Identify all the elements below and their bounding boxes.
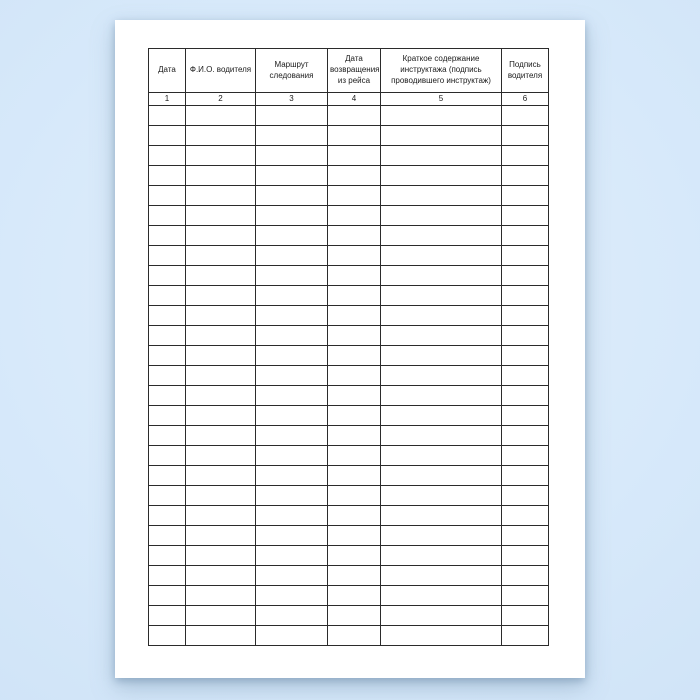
- empty-cell: [149, 166, 186, 186]
- empty-cell: [381, 626, 502, 646]
- empty-cell: [502, 306, 549, 326]
- empty-cell: [186, 586, 256, 606]
- empty-cell: [381, 526, 502, 546]
- empty-cell: [328, 606, 381, 626]
- empty-cell: [502, 626, 549, 646]
- table-row: [149, 126, 549, 146]
- empty-cell: [149, 306, 186, 326]
- table-row: [149, 446, 549, 466]
- empty-cell: [256, 486, 328, 506]
- empty-cell: [381, 546, 502, 566]
- table-row: [149, 486, 549, 506]
- empty-cell: [502, 446, 549, 466]
- empty-cell: [381, 306, 502, 326]
- empty-cell: [256, 126, 328, 146]
- empty-cell: [256, 106, 328, 126]
- header-route: Маршрут следования: [256, 49, 328, 93]
- empty-cell: [186, 166, 256, 186]
- empty-cell: [381, 146, 502, 166]
- table-row: [149, 226, 549, 246]
- empty-cell: [381, 406, 502, 426]
- table-row: [149, 566, 549, 586]
- empty-cell: [502, 406, 549, 426]
- header-driver-name: Ф.И.О. водителя: [186, 49, 256, 93]
- empty-cell: [381, 226, 502, 246]
- empty-cell: [186, 426, 256, 446]
- empty-cell: [502, 146, 549, 166]
- table-body: [149, 106, 549, 646]
- empty-cell: [186, 306, 256, 326]
- table-row: [149, 626, 549, 646]
- empty-cell: [381, 586, 502, 606]
- empty-cell: [149, 286, 186, 306]
- empty-cell: [502, 206, 549, 226]
- table-row: [149, 326, 549, 346]
- table-row: [149, 426, 549, 446]
- empty-cell: [328, 126, 381, 146]
- empty-cell: [186, 486, 256, 506]
- empty-cell: [381, 266, 502, 286]
- empty-cell: [328, 406, 381, 426]
- empty-cell: [186, 226, 256, 246]
- empty-cell: [381, 166, 502, 186]
- empty-cell: [149, 526, 186, 546]
- empty-cell: [186, 526, 256, 546]
- empty-cell: [328, 526, 381, 546]
- table-row: [149, 186, 549, 206]
- empty-cell: [256, 566, 328, 586]
- empty-cell: [186, 106, 256, 126]
- empty-cell: [256, 406, 328, 426]
- header-date: Дата: [149, 49, 186, 93]
- empty-cell: [328, 266, 381, 286]
- empty-cell: [381, 566, 502, 586]
- empty-cell: [149, 486, 186, 506]
- empty-cell: [256, 306, 328, 326]
- table-row: [149, 466, 549, 486]
- empty-cell: [256, 266, 328, 286]
- empty-cell: [381, 106, 502, 126]
- empty-cell: [502, 566, 549, 586]
- empty-cell: [328, 386, 381, 406]
- empty-cell: [186, 366, 256, 386]
- empty-cell: [149, 126, 186, 146]
- empty-cell: [256, 626, 328, 646]
- empty-cell: [256, 186, 328, 206]
- empty-cell: [256, 586, 328, 606]
- empty-cell: [149, 266, 186, 286]
- empty-cell: [149, 586, 186, 606]
- empty-cell: [381, 606, 502, 626]
- empty-cell: [328, 106, 381, 126]
- empty-cell: [186, 206, 256, 226]
- empty-cell: [328, 186, 381, 206]
- column-number-row: [149, 93, 549, 106]
- table-row: [149, 306, 549, 326]
- empty-cell: [328, 346, 381, 366]
- empty-cell: [256, 526, 328, 546]
- column-number: 2: [186, 93, 256, 106]
- empty-cell: [502, 606, 549, 626]
- empty-cell: [328, 446, 381, 466]
- table-row: [149, 366, 549, 386]
- empty-cell: [149, 426, 186, 446]
- empty-cell: [381, 286, 502, 306]
- empty-cell: [381, 346, 502, 366]
- empty-cell: [186, 146, 256, 166]
- empty-cell: [149, 546, 186, 566]
- empty-cell: [502, 246, 549, 266]
- table-row: [149, 606, 549, 626]
- empty-cell: [149, 186, 186, 206]
- empty-cell: [502, 366, 549, 386]
- table-row: [149, 346, 549, 366]
- empty-cell: [502, 526, 549, 546]
- empty-cell: [502, 586, 549, 606]
- column-number: 1: [149, 93, 186, 106]
- table-row: [149, 506, 549, 526]
- empty-cell: [328, 426, 381, 446]
- document-page: [115, 20, 585, 678]
- empty-cell: [328, 466, 381, 486]
- empty-cell: [149, 386, 186, 406]
- empty-cell: [256, 446, 328, 466]
- empty-cell: [328, 546, 381, 566]
- empty-cell: [186, 446, 256, 466]
- empty-cell: [149, 246, 186, 266]
- empty-cell: [256, 346, 328, 366]
- empty-cell: [256, 546, 328, 566]
- empty-cell: [381, 126, 502, 146]
- column-number: 5: [381, 93, 502, 106]
- empty-cell: [149, 606, 186, 626]
- table-row: [149, 546, 549, 566]
- empty-cell: [149, 146, 186, 166]
- empty-cell: [328, 506, 381, 526]
- table-row: [149, 246, 549, 266]
- empty-cell: [328, 566, 381, 586]
- empty-cell: [502, 326, 549, 346]
- empty-cell: [381, 486, 502, 506]
- empty-cell: [328, 166, 381, 186]
- empty-cell: [149, 226, 186, 246]
- empty-cell: [502, 546, 549, 566]
- empty-cell: [149, 406, 186, 426]
- empty-cell: [502, 126, 549, 146]
- table-row: [149, 206, 549, 226]
- empty-cell: [328, 586, 381, 606]
- empty-cell: [502, 186, 549, 206]
- empty-cell: [502, 226, 549, 246]
- table-row: [149, 386, 549, 406]
- empty-cell: [502, 486, 549, 506]
- empty-cell: [186, 406, 256, 426]
- empty-cell: [502, 426, 549, 446]
- empty-cell: [149, 446, 186, 466]
- table-row: [149, 406, 549, 426]
- empty-cell: [256, 386, 328, 406]
- empty-cell: [502, 166, 549, 186]
- empty-cell: [328, 366, 381, 386]
- table-row: [149, 286, 549, 306]
- header-instruction-summary: Краткое содержание инструктажа (подпись проводившего инструктаж): [381, 49, 502, 93]
- empty-cell: [186, 506, 256, 526]
- empty-cell: [381, 186, 502, 206]
- empty-cell: [186, 186, 256, 206]
- empty-cell: [381, 386, 502, 406]
- empty-cell: [186, 566, 256, 586]
- empty-cell: [149, 566, 186, 586]
- empty-cell: [256, 146, 328, 166]
- empty-cell: [381, 426, 502, 446]
- table-row: [149, 146, 549, 166]
- empty-cell: [328, 326, 381, 346]
- empty-cell: [328, 226, 381, 246]
- empty-cell: [381, 506, 502, 526]
- header-driver-signature: Подпись водителя: [502, 49, 549, 93]
- empty-cell: [149, 106, 186, 126]
- empty-cell: [502, 386, 549, 406]
- table-header-row: [149, 49, 549, 93]
- empty-cell: [256, 206, 328, 226]
- empty-cell: [256, 426, 328, 446]
- empty-cell: [256, 246, 328, 266]
- empty-cell: [328, 306, 381, 326]
- table-row: [149, 166, 549, 186]
- empty-cell: [186, 546, 256, 566]
- empty-cell: [256, 466, 328, 486]
- instruction-log-table: [148, 48, 549, 646]
- empty-cell: [186, 386, 256, 406]
- empty-cell: [502, 346, 549, 366]
- empty-cell: [256, 606, 328, 626]
- column-number: 4: [328, 93, 381, 106]
- table-row: [149, 266, 549, 286]
- empty-cell: [328, 246, 381, 266]
- empty-cell: [149, 366, 186, 386]
- table-row: [149, 106, 549, 126]
- empty-cell: [149, 346, 186, 366]
- empty-cell: [256, 226, 328, 246]
- empty-cell: [328, 286, 381, 306]
- empty-cell: [186, 626, 256, 646]
- empty-cell: [256, 366, 328, 386]
- empty-cell: [186, 286, 256, 306]
- empty-cell: [186, 466, 256, 486]
- empty-cell: [381, 246, 502, 266]
- empty-cell: [256, 326, 328, 346]
- empty-cell: [328, 206, 381, 226]
- empty-cell: [186, 126, 256, 146]
- empty-cell: [502, 506, 549, 526]
- empty-cell: [328, 626, 381, 646]
- empty-cell: [149, 206, 186, 226]
- table-row: [149, 586, 549, 606]
- header-return-date: Дата возвращения из рейса: [328, 49, 381, 93]
- empty-cell: [381, 326, 502, 346]
- empty-cell: [149, 626, 186, 646]
- empty-cell: [186, 606, 256, 626]
- column-number: 6: [502, 93, 549, 106]
- empty-cell: [186, 326, 256, 346]
- empty-cell: [328, 486, 381, 506]
- empty-cell: [149, 506, 186, 526]
- empty-cell: [186, 346, 256, 366]
- empty-cell: [256, 166, 328, 186]
- empty-cell: [502, 286, 549, 306]
- empty-cell: [381, 466, 502, 486]
- empty-cell: [381, 206, 502, 226]
- empty-cell: [502, 466, 549, 486]
- column-number: 3: [256, 93, 328, 106]
- table-row: [149, 526, 549, 546]
- empty-cell: [149, 326, 186, 346]
- empty-cell: [186, 266, 256, 286]
- empty-cell: [256, 286, 328, 306]
- empty-cell: [381, 366, 502, 386]
- empty-cell: [502, 266, 549, 286]
- empty-cell: [149, 466, 186, 486]
- empty-cell: [256, 506, 328, 526]
- empty-cell: [381, 446, 502, 466]
- empty-cell: [502, 106, 549, 126]
- empty-cell: [186, 246, 256, 266]
- empty-cell: [328, 146, 381, 166]
